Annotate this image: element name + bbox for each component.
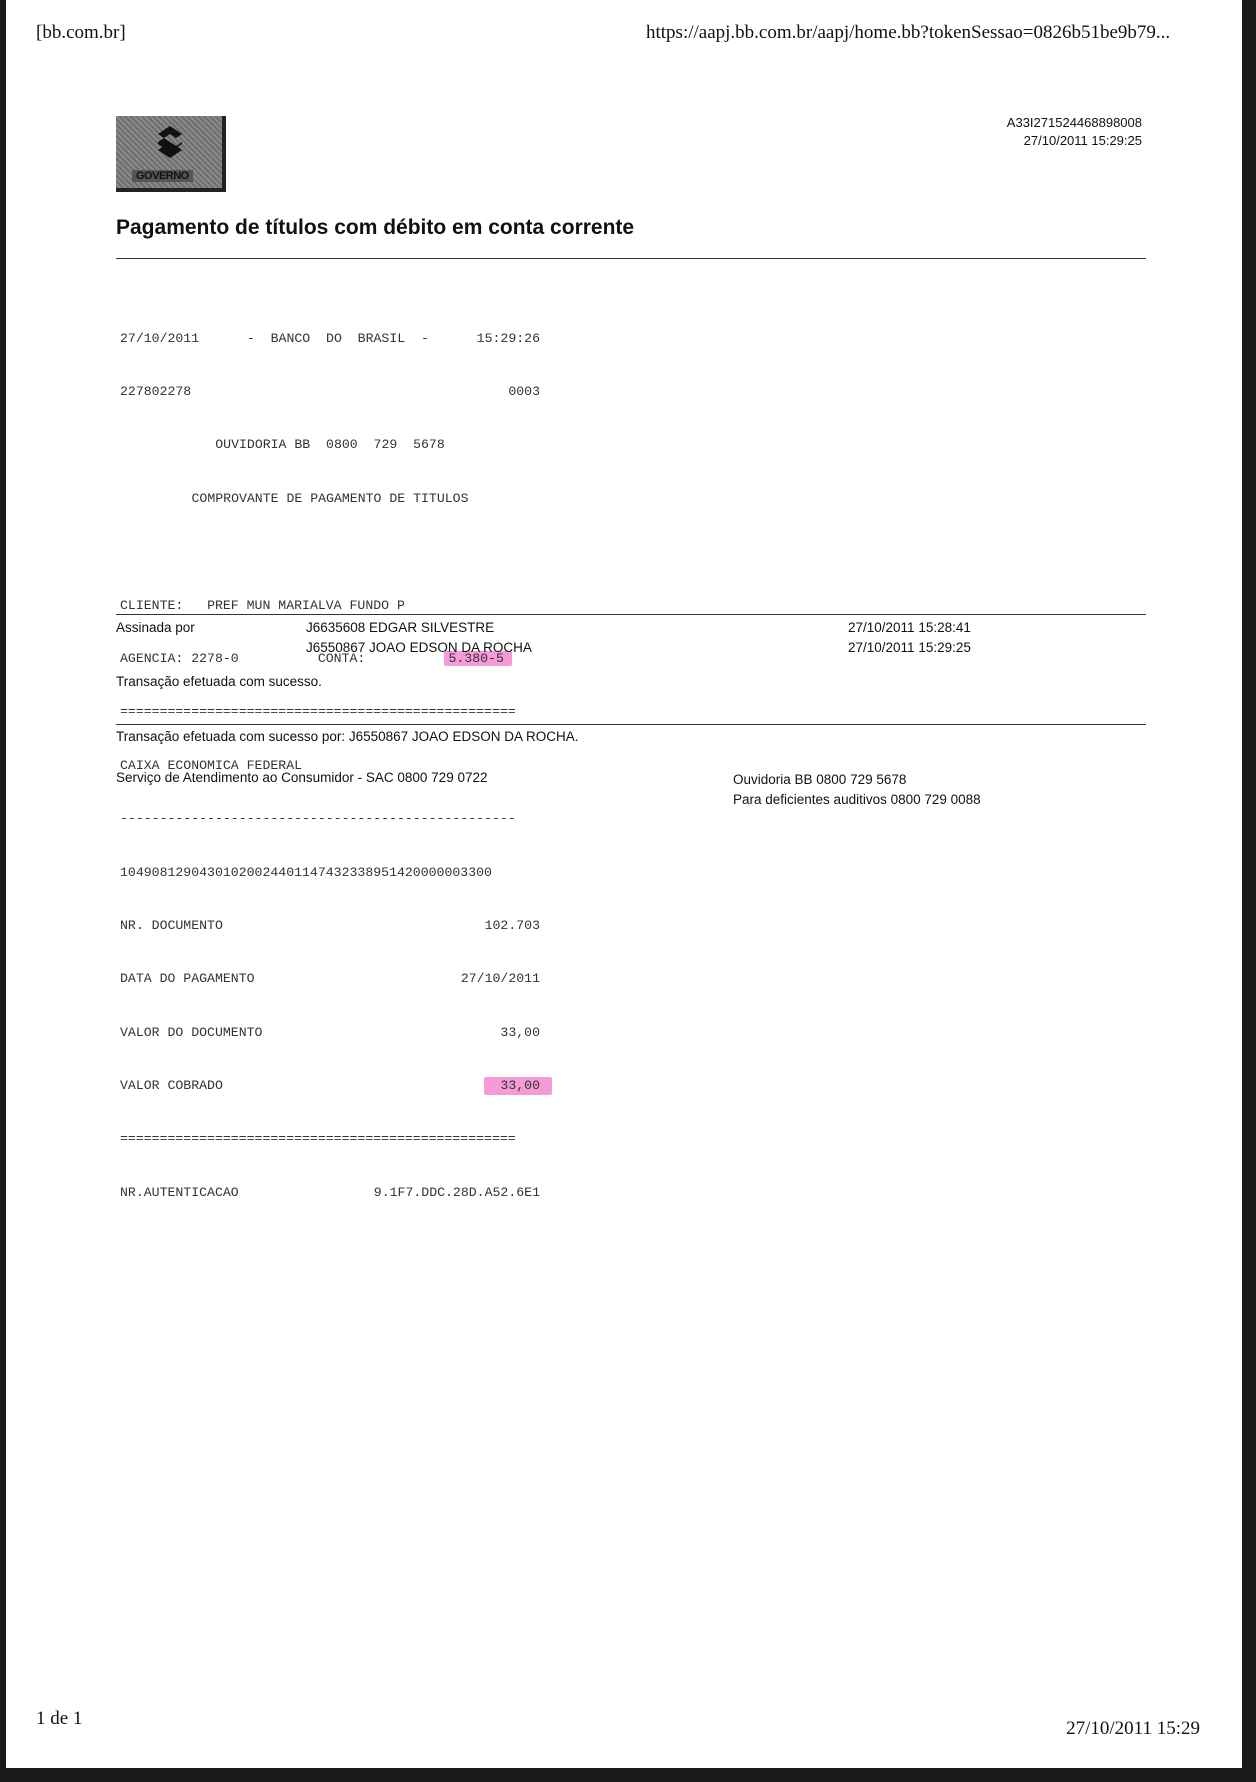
document-datetime: 27/10/2011 15:29:25 bbox=[1023, 133, 1142, 148]
transaction-success-by: Transação efetuada com sucesso por: J6550867 JOAO EDSON DA ROCHA. bbox=[116, 729, 579, 744]
cliente-value: PREF MUN MARIALVA FUNDO P bbox=[207, 597, 405, 613]
receipt-code-right: 0003 bbox=[508, 383, 540, 399]
receipt-comprovante: COMPROVANTE DE PAGAMENTO DE TITULOS bbox=[191, 490, 469, 506]
valor-cobrado-value-highlighted: 33,00 bbox=[484, 1077, 552, 1095]
separator-double: ================================================== bbox=[120, 704, 516, 720]
signer-date: 27/10/2011 15:28:41 bbox=[848, 620, 971, 635]
document-id: A33I271524468898008 bbox=[1006, 115, 1142, 130]
receipt-code-left: 227802278 bbox=[120, 383, 192, 399]
receipt-valor-cobrado-row bbox=[120, 1077, 540, 1095]
print-header-domain: [bb.com.br] bbox=[36, 22, 126, 43]
separator-single: -------------------------------------------------- bbox=[120, 811, 516, 827]
cliente-label: CLIENTE: bbox=[120, 597, 184, 613]
receipt-field-row bbox=[120, 1024, 540, 1042]
autenticacao-label: NR.AUTENTICACAO bbox=[120, 1184, 239, 1200]
signer-name: J6635608 EDGAR SILVESTRE bbox=[306, 620, 495, 635]
receipt-time: 15:29:26 bbox=[476, 330, 540, 346]
receipt-barcode: 10490812904301020024401147432338951420000003300 bbox=[120, 864, 492, 880]
document-identifier bbox=[1007, 114, 1142, 150]
conta-label: CONTA: bbox=[317, 650, 366, 666]
receipt-field-row bbox=[120, 917, 540, 935]
field-value: 102.703 bbox=[484, 917, 540, 933]
banco-do-brasil-logo-icon bbox=[154, 124, 186, 160]
conta-value-highlighted: 5.380-5 bbox=[444, 651, 511, 666]
valor-cobrado-label: VALOR COBRADO bbox=[120, 1078, 223, 1094]
receipt-bank: - BANCO DO BRASIL - bbox=[246, 330, 429, 346]
receipt-autenticacao-row bbox=[120, 1184, 540, 1202]
transaction-success: Transação efetuada com sucesso. bbox=[116, 674, 322, 689]
signatures-divider bbox=[116, 614, 1146, 615]
field-label: NR. DOCUMENTO bbox=[120, 917, 223, 933]
receipt-header-row bbox=[120, 330, 540, 348]
footer-divider bbox=[116, 724, 1146, 725]
separator-double: ================================================== bbox=[120, 1131, 516, 1147]
logo-label: GOVERNO bbox=[132, 170, 193, 182]
page-number: 1 de 1 bbox=[36, 1708, 83, 1729]
ouvidoria-contact bbox=[733, 770, 981, 810]
receipt-codes-row bbox=[120, 383, 540, 401]
signer-name: J6550867 JOAO EDSON DA ROCHA bbox=[306, 640, 532, 655]
receipt-cliente-row bbox=[120, 597, 540, 615]
field-value: 27/10/2011 bbox=[460, 971, 540, 987]
deficientes-phone: Para deficientes auditivos 0800 729 0088 bbox=[733, 792, 981, 807]
document-page bbox=[6, 0, 1242, 1768]
receipt-spacer bbox=[120, 543, 540, 561]
receipt-field-row bbox=[120, 970, 540, 988]
agencia-value: AGENCIA: 2278-0 bbox=[120, 650, 239, 666]
receipt-date: 27/10/2011 bbox=[120, 330, 200, 346]
title-divider bbox=[116, 258, 1146, 259]
signed-by-label: Assinada por bbox=[116, 620, 195, 635]
field-value: 33,00 bbox=[500, 1024, 540, 1040]
sac-contact: Serviço de Atendimento ao Consumidor - SAC 0800 729 0722 bbox=[116, 770, 488, 785]
print-datetime: 27/10/2011 15:29 bbox=[1066, 1718, 1200, 1739]
receipt-ouvidoria: OUVIDORIA BB 0800 729 5678 bbox=[215, 437, 445, 453]
receipt-beneficiary: CAIXA ECONOMICA FEDERAL bbox=[120, 757, 303, 773]
field-label: DATA DO PAGAMENTO bbox=[120, 971, 255, 987]
ouvidoria-phone: Ouvidoria BB 0800 729 5678 bbox=[733, 772, 907, 787]
autenticacao-value: 9.1F7.DDC.28D.A52.6E1 bbox=[373, 1184, 540, 1200]
page-title: Pagamento de títulos com débito em conta corrente bbox=[116, 216, 635, 239]
print-header-url: https://aapj.bb.com.br/aapj/home.bb?tokenSessao=0826b51be9b79... bbox=[646, 22, 1171, 43]
field-label: VALOR DO DOCUMENTO bbox=[120, 1024, 263, 1040]
signer-date: 27/10/2011 15:29:25 bbox=[848, 640, 971, 655]
bank-logo bbox=[116, 116, 226, 192]
payment-receipt bbox=[120, 294, 540, 1237]
